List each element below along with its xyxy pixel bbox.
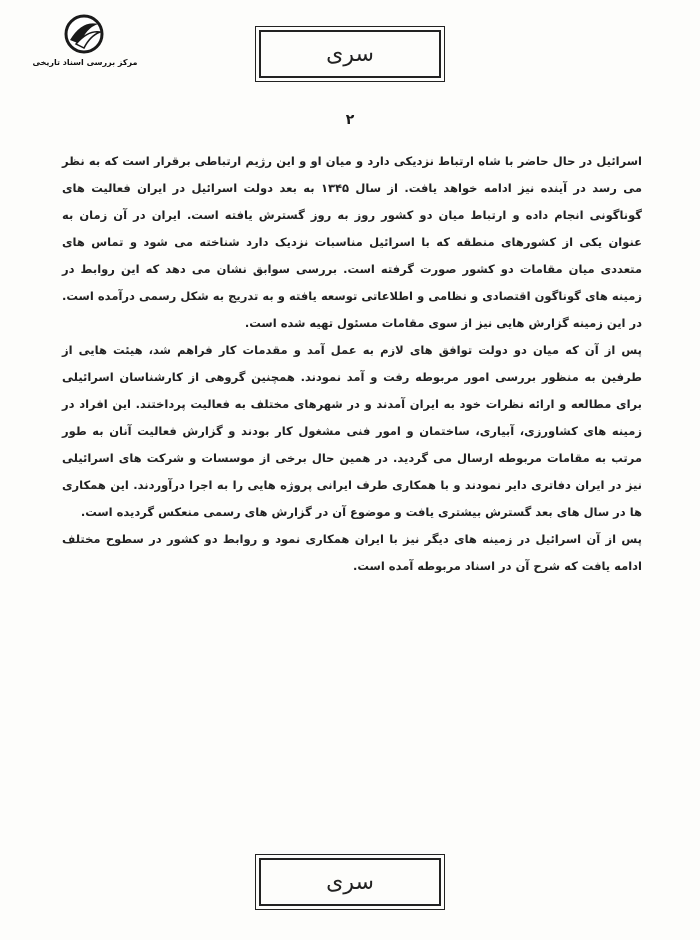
- page-number: ۲: [345, 112, 355, 128]
- archive-emblem-icon: [62, 14, 106, 56]
- archive-logo: [30, 14, 140, 72]
- archive-logo-text: مرکز بررسی اسناد تاریخی: [32, 58, 138, 67]
- paragraph: پس از آن که میان دو دولت توافق های لازم به عمل آمد و مقدمات کار فراهم شد، هیئت هایی از طرفین به منظور بررسی امور مربوطه رفت و آمد نمودند. همچنین گروهی از کارشناسان اسرائیلی برای مطالعه و ارائه نظرات خود به ایران آمدند و در شهرهای مختلف به فعالیت پرداختند. این افراد در زمینه های کشاورزی، آبیاری، ساختمان و امور فنی مشغول کار بودند و گزارش فعالیت آنان به طور مرتب به مقامات مربوطه ارسال می گردید. در همین حال برخی از موسسات و شرکت های اسرائیلی نیز در ایران دفاتری دایر نمودند و با همکاری طرف ایرانی پروژه هایی را به اجرا درآوردند. این همکاری ها در سال های بعد گسترش بیشتری یافت و موضوع آن در گزارش های رسمی منعکس گردیده است.: [62, 343, 642, 519]
- classification-stamp-bottom: سری: [259, 858, 441, 906]
- classification-stamp-top: سری: [259, 30, 441, 78]
- paragraph: پس از آن اسرائیل در زمینه های دیگر نیز با ایران همکاری نمود و روابط دو کشور در سطوح مختلف ادامه یافت که شرح آن در اسناد مربوطه آمده است.: [62, 532, 642, 573]
- paragraph: اسرائیل در حال حاضر با شاه ارتباط نزدیکی دارد و میان او و این رژیم ارتباطی برقرار است که به نظر می رسد در آینده نیز ادامه خواهد یافت. از سال ۱۳۴۵ به بعد دولت اسرائیل در ایران فعالیت های گوناگونی انجام داده و ارتباط میان دو کشور روز به روز گسترش یافته است. ایران در آن زمان به عنوان یکی از کشورهای منطقه که با اسرائیل مناسبات نزدیک دارد شناخته می شود و تماس های متعددی میان مقامات دو کشور صورت گرفته است. بررسی سوابق نشان می دهد که این روابط در زمینه های گوناگون اقتصادی و نظامی و اطلاعاتی توسعه یافته و به تدریج به شکل رسمی درآمده است. در این زمینه گزارش هایی نیز از سوی مقامات مسئول تهیه شده است.: [62, 154, 642, 330]
- document-body: [62, 148, 642, 580]
